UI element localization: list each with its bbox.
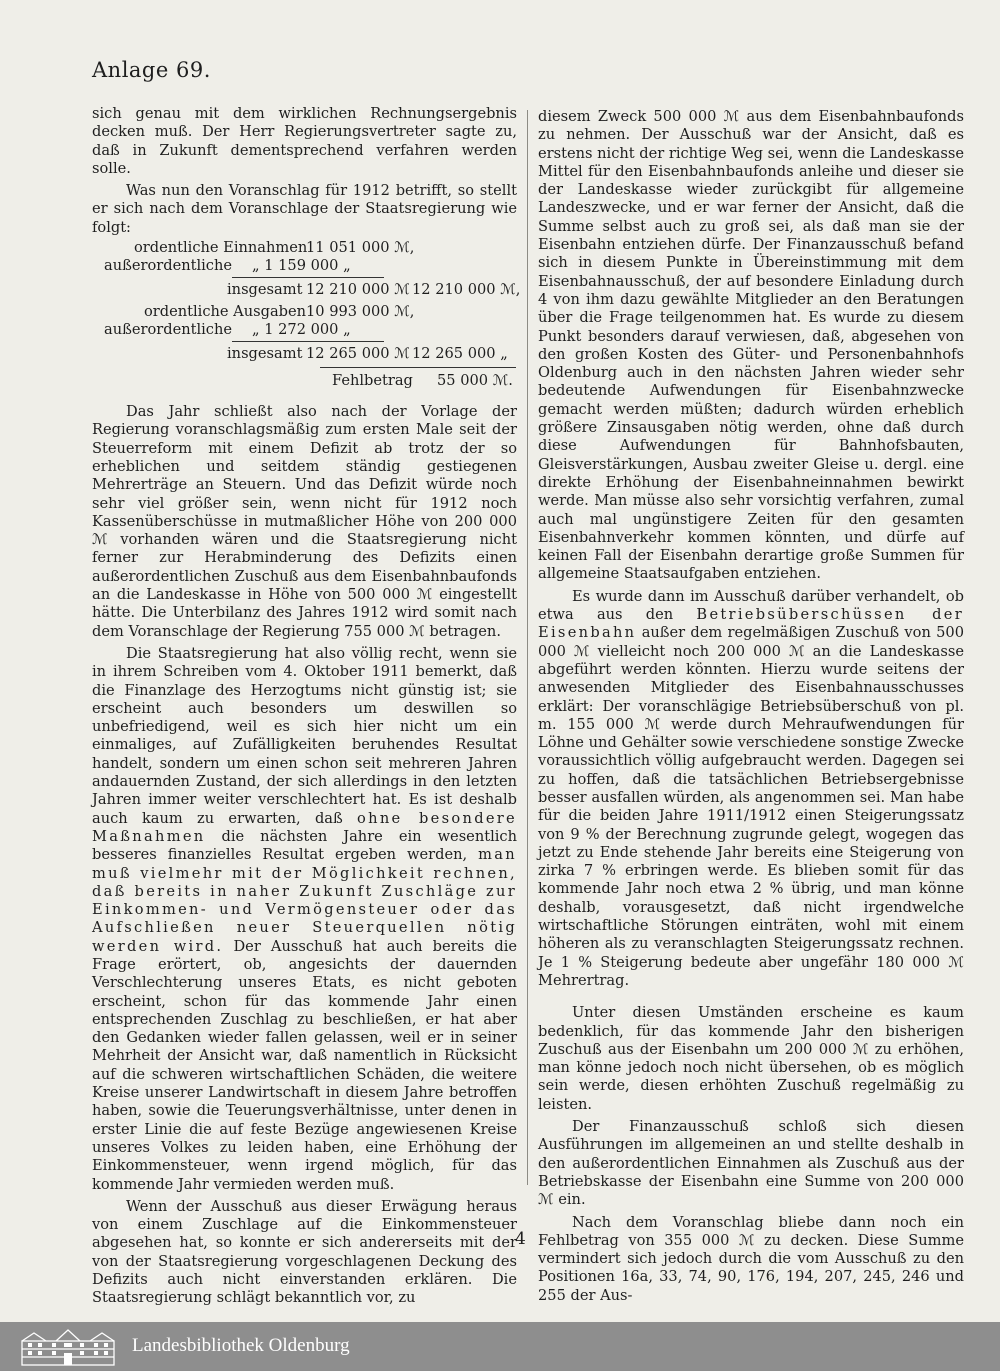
budget-value: „ 1 272 000 „ [252,321,351,339]
budget-label: insgesamt [227,345,303,363]
budget-label: ordentliche Einnahmen [134,239,308,257]
budget-value: 10 993 000 ℳ, [306,303,415,321]
sum-rule [320,367,516,368]
paragraph: diesem Zweck 500 000 ℳ aus dem Eisenbahnbaufonds zu nehmen. Der Ausschuß war der Ansicht, daß es erstens nicht der richtige Weg sei, wenn die Landeskasse Mittel für den Eisenbahnbaufonds anleihe und dieser sie der Landeskasse wieder zurückgibt für allgemeine Landeszwecke, und er war ferner der Ansicht, daß die Summe selbst auch zu groß sei, als daß man sie der Eisenbahn entziehen dürfe. Der Finanzausschuß befand sich in diesem Punkte in Übereinstimmung mit dem Eisenbahnausschuß, der auf besondere Einladung durch 4 von ihm dazu gewählte Mitglieder an den Beratungen über die Frage teilgenommen hat. Es wurde zu diesem Punkt besonders darauf verwiesen, daß, abgesehen von den großen Kosten des Güter- und Personenbahnhofs Oldenburg auch in den nächsten Jahren wieder sehr bedeutende Aufwendungen für Eisenbahnzwecke gemacht werden müßten; dadurch würden erheblich größere Zinsausgaben nötig werden, ohne daß durch diese Aufwendungen für Bahnhofsbauten, Gleisverstärkungen, Ausbau zweiter Gleise u. dergl. eine direkte Erhöhung der Eisenbahneinnahmen bewirkt werde. Man müsse also sehr vorsichtig verfahren, zumal auch mal ungünstigere Zeiten für den gesamten Eisenbahnverkehr kommen könnten, und dürfe auf keinen Fall der Eisenbahn derartige große Summen für allgemeine Staatsaufgaben entziehen. [538,108,964,583]
budget-value: 12 265 000 ℳ [306,345,410,363]
paragraph: Was nun den Voranschlag für 1912 betrifft, so stellt er sich nach dem Voranschlage der Staatsregierung wie folgt: [92,182,517,236]
budget-value: 55 000 ℳ. [437,372,513,390]
paragraph: Die Staatsregierung hat also völlig recht, wenn sie in ihrem Schreiben vom 4. Oktober 1911 bemerkt, daß die Finanzlage des Herzogtums nicht günstig ist; sie erscheint auch besonders um deswillen so unbefriedigend, weil es sich hier nicht um ein einmaliges, auf Zufälligkeiten beruhendes Resultat handelt, sondern um einen schon seit mehreren Jahren andauernden Zustand, der sich allerdings in den letzten Jahren immer weiter verschlechtert hat. Es ist deshalb auch kaum zu erwarten, daß ohne besondere Maßnahmen die nächsten Jahre ein wesentlich besseres finanzielles Resultat ergeben werden, man muß vielmehr mit der Möglichkeit rechnen, daß bereits in naher Zukunft Zuschläge zur Einkommen- und Vermögensteuer oder das Aufschließen neuer Steuerquellen nötig werden wird. Der Ausschuß hat auch bereits die Frage erörtert, ob, angesichts der dauernden Verschlechterung unseres Etats, es nicht geboten erscheint, schon für das kommende Jahr einen entsprechenden Zuschlag zu beschließen, er hat aber den Gedanken wieder fallen gelassen, weil er in seiner Mehrheit der Ansicht war, daß namentlich in Rücksicht auf die schweren wirtschaftlichen Schäden, die weitere Kreise unserer Landwirtschaft in diesem Jahre betroffen haben, sowie die Teuerungsverhältnisse, unter denen in erster Linie die auf feste Bezüge angewiesenen Kreise unseres Volkes zu leiden haben, eine Erhöhung der Einkommensteuer, wenn irgend möglich, für das kommende Jahr vermieden werden muß. [92,644,518,1193]
budget-label: außerordentliche [104,321,233,339]
budget-value: „ 1 159 000 „ [252,257,351,275]
paragraph: Der Finanzausschuß schloß sich diesen Ausführungen im allgemeinen an und stellte deshalb in den außerordentlichen Einnahmen als Zuschuß aus der Betriebskasse der Eisenbahn eine Summe von 200 000 ℳ ein. [538,1118,964,1209]
paragraph: Das Jahr schließt also nach der Vorlage der Regierung voranschlagsmäßig zum ersten Male seit der Steuerreform mit einem Defizit ab trotz der so erheblichen und seitdem ständig gestiegenen Mehrerträge an Steuern. Und das Defizit würde noch sehr viel größer sein, wenn nicht für 1912 noch Kassenüberschüsse in mutmaßlicher Höhe von 200 000 ℳ vorhanden wären und die Staatsregierung nicht ferner zur Herabminderung des Defizits einen außerordentlichen Zuschuß aus dem Eisenbahnbaufonds an die Landeskasse in Höhe von 500 000 ℳ eingestellt hätte. Die Unterbilanz des Jahres 1912 wird somit nach dem Voranschlage der Regierung 755 000 ℳ betragen. [92,403,517,640]
spaced-emphasis: man muß vielmehr mit der Möglichkeit rechnen, daß bereits in naher Zukunft Zuschläge zur Einkommen- und Vermögensteuer oder das Aufschließen neuer Steuerquellen nötig werden wird. [92,846,517,955]
paragraph: Unter diesen Umständen erscheine es kaum bedenklich, für das kommende Jahr den bisherigen Zuschuß aus der Eisenbahn um 200 000 ℳ zu erhöhen, man könne jedoch noch nicht übersehen, ob es möglich sein werde, diesen erhöhten Zuschuß regelmäßig zu leisten. [538,1004,964,1113]
paragraph: Nach dem Voranschlag bliebe dann noch ein Fehlbetrag von 355 000 ℳ zu decken. Diese Summe vermindert sich jedoch durch die vom Ausschuß zu den Positionen 16a, 33, 74, 90, 176, 194, 207, 245, 246 und 255 der Aus- [538,1213,964,1304]
paragraph: Es wurde dann im Ausschuß darüber verhandelt, ob etwa aus den Betriebsüberschüssen der Eisenbahn außer dem regelmäßigen Zuschuß von 500 000 ℳ vielleicht noch 200 000 ℳ an die Landeskasse abgeführt werden könnten. Hierzu wurde seitens der anwesenden Mitglieder des Eisenbahnausschusses erklärt: Der voranschlägige Betriebsüberschuß von pl. m. 155 000 ℳ werde durch Mehraufwendungen für Löhne und Gehälter sowie verschiedene sonstige Zwecke voraussichtlich völlig aufgebraucht werden. Dagegen sei zu hoffen, daß die tatsächlichen Betriebsergebnisse besser ausfallen würden, als angenommen sei. Man habe für die beiden Jahre 1911/1912 einen Steigerungssatz von 9 % der Berechnung zugrunde gelegt, wogegen das jetzt zu Ende stehende Jahr bereits eine Steigerung von zirka 7 % erbringen werde. Es blieben somit für das kommende Jahr noch etwa 2 % übrig, und man könne deshalb, vorausgesetzt, daß nicht irgendwelche wirtschaftliche Störungen einträten, wohl mit einem höheren als zu veranschlagten Steigerungssatz rechnen. Je 1 % Steigerung bedeute aber ungefähr 180 000 ℳ Mehrertrag. [538,587,964,989]
budget-label: insgesamt [227,281,303,299]
left-column [92,105,521,1308]
paragraph: Wenn der Ausschuß aus dieser Erwägung heraus von einem Zuschlage auf die Einkommensteuer abgesehen hat, so konnte er sich andererseits mit der von der Staatsregierung vorgeschlagenen Deckung des Defizits auch nicht einverstanden erklären. Die Staatsregierung schlägt bekanntlich vor, zu [92,1197,517,1307]
page-number: 4 [515,1229,526,1249]
right-column [538,108,964,1305]
budget-value: 11 051 000 ℳ, [306,239,415,257]
footer-library-name: Landesbibliothek Oldenburg [132,1335,350,1356]
budget-label: ordentliche Ausgaben [144,303,307,321]
budget-table [92,239,521,397]
budget-label: Fehlbetrag [332,372,413,390]
budget-value: 12 210 000 ℳ, [412,281,521,299]
paragraph: sich genau mit dem wirklichen Rechnungsergebnis decken muß. Der Herr Regierungsvertreter sagte zu, daß in Zukunft dementsprechend verfahren werden solle. [92,105,517,177]
budget-value: 12 265 000 „ [412,345,508,363]
sum-rule [232,341,384,342]
budget-label: außerordentliche [104,257,233,275]
spaced-emphasis: Betriebsüberschüssen der Eisenbahn [538,606,964,642]
column-divider [527,110,528,1185]
library-building-icon [20,1327,116,1367]
page-header: Anlage 69. [92,58,211,82]
spaced-emphasis: ohne besondere Maßnahmen [92,809,517,845]
budget-value: 12 210 000 ℳ [306,281,410,299]
footer-bar [0,1322,1000,1371]
sum-rule [232,277,384,278]
